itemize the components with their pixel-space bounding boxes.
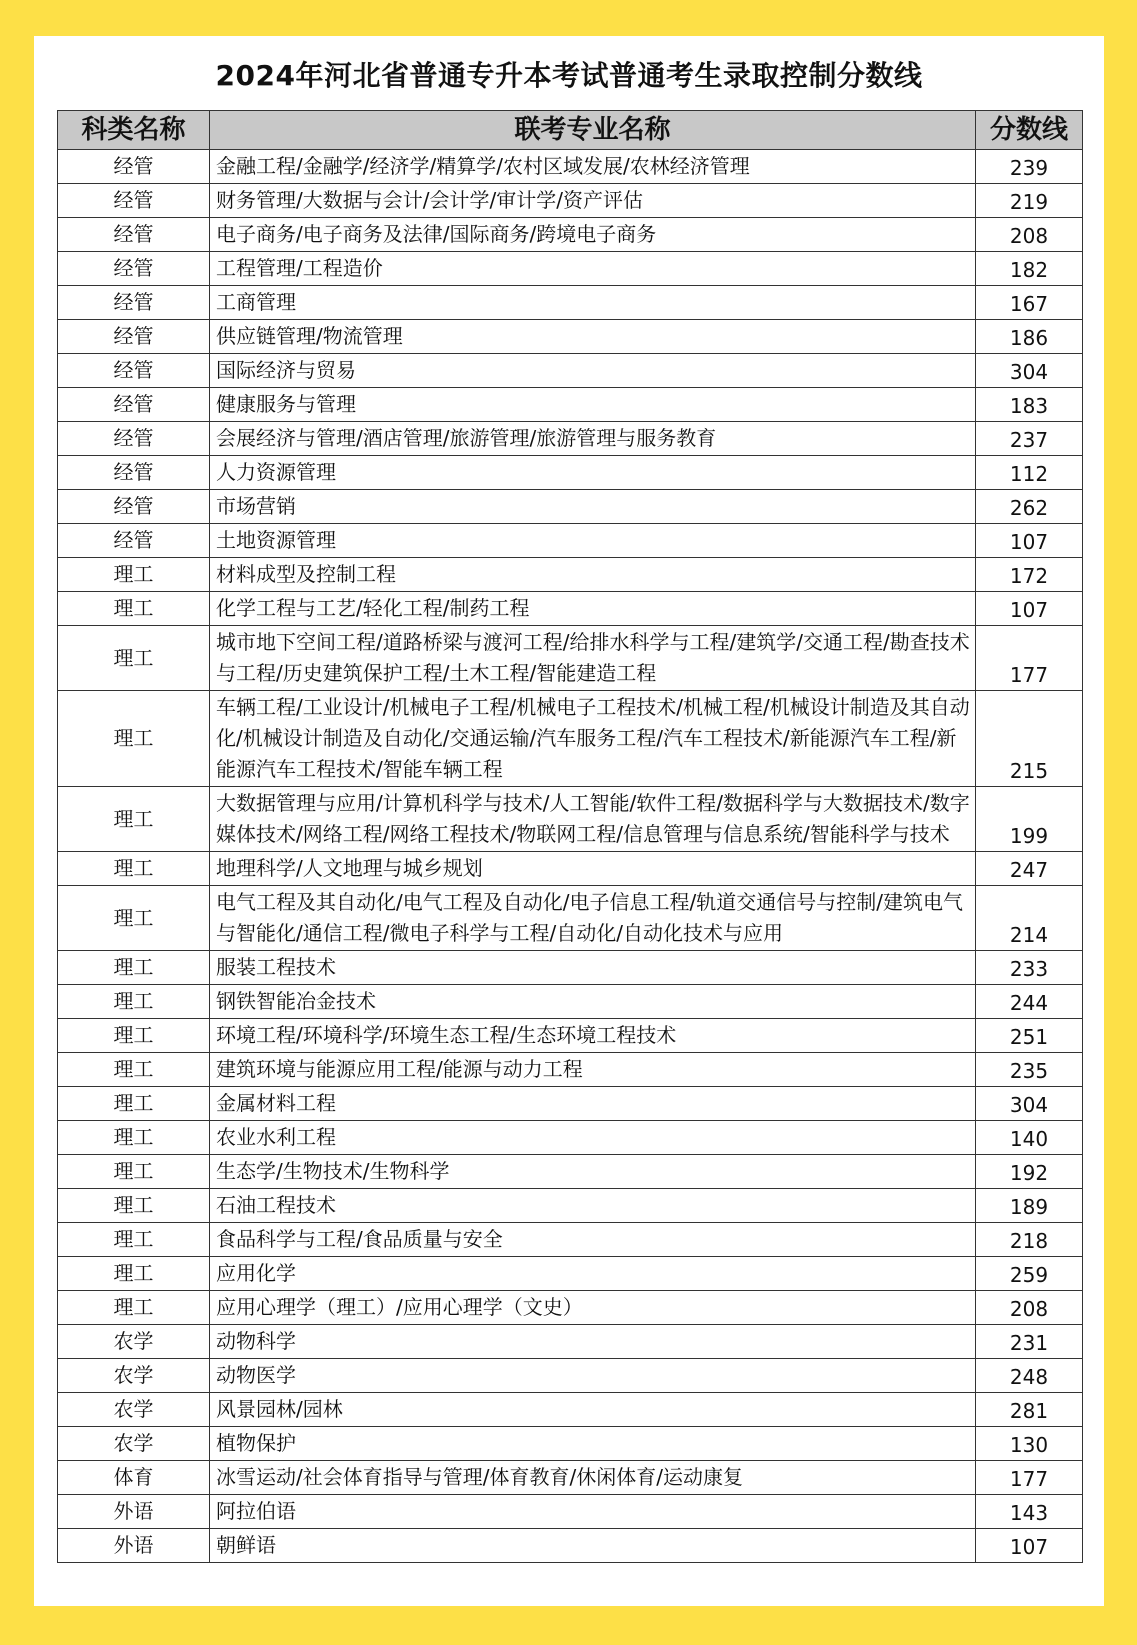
- score-cell: 177: [976, 1461, 1083, 1495]
- category-cell: 经管: [58, 388, 210, 422]
- majors-cell: 土地资源管理: [210, 524, 976, 558]
- table-row: [58, 985, 1083, 1019]
- score-cell: 143: [976, 1495, 1083, 1529]
- majors-cell: 金融工程/金融学/经济学/精算学/农村区域发展/农林经济管理: [210, 150, 976, 184]
- score-cell: 208: [976, 1291, 1083, 1325]
- category-cell: 理工: [58, 1189, 210, 1223]
- score-cell: 235: [976, 1053, 1083, 1087]
- category-cell: 经管: [58, 354, 210, 388]
- category-cell: 经管: [58, 456, 210, 490]
- table-body: [58, 150, 1083, 1563]
- majors-cell: 动物医学: [210, 1359, 976, 1393]
- table-row: [58, 524, 1083, 558]
- category-cell: 理工: [58, 852, 210, 886]
- score-cell: 167: [976, 286, 1083, 320]
- score-cell: 231: [976, 1325, 1083, 1359]
- score-cell: 140: [976, 1121, 1083, 1155]
- majors-cell: 财务管理/大数据与会计/会计学/审计学/资产评估: [210, 184, 976, 218]
- score-cell: 199: [976, 787, 1083, 852]
- table-row: [58, 1461, 1083, 1495]
- score-cell: 183: [976, 388, 1083, 422]
- majors-cell: 电气工程及其自动化/电气工程及自动化/电子信息工程/轨道交通信号与控制/建筑电气与智能化/通信工程/微电子科学与工程/自动化/自动化技术与应用: [210, 886, 976, 951]
- category-cell: 农学: [58, 1393, 210, 1427]
- table-row: [58, 886, 1083, 951]
- table-row: [58, 1121, 1083, 1155]
- score-cell: 107: [976, 592, 1083, 626]
- majors-cell: 服装工程技术: [210, 951, 976, 985]
- category-cell: 理工: [58, 886, 210, 951]
- category-cell: 理工: [58, 558, 210, 592]
- table-row: [58, 1223, 1083, 1257]
- category-cell: 经管: [58, 524, 210, 558]
- majors-cell: 朝鲜语: [210, 1529, 976, 1563]
- category-cell: 经管: [58, 286, 210, 320]
- table-row: [58, 218, 1083, 252]
- table-row: [58, 184, 1083, 218]
- category-cell: 理工: [58, 787, 210, 852]
- category-cell: 经管: [58, 422, 210, 456]
- score-cell: 218: [976, 1223, 1083, 1257]
- majors-cell: 建筑环境与能源应用工程/能源与动力工程: [210, 1053, 976, 1087]
- score-cell: 244: [976, 985, 1083, 1019]
- score-cell: 130: [976, 1427, 1083, 1461]
- score-cell: 262: [976, 490, 1083, 524]
- table-row: [58, 592, 1083, 626]
- table-row: [58, 1019, 1083, 1053]
- table-row: [58, 1393, 1083, 1427]
- category-cell: 理工: [58, 1019, 210, 1053]
- score-table: [57, 110, 1083, 1563]
- majors-cell: 大数据管理与应用/计算机科学与技术/人工智能/软件工程/数据科学与大数据技术/数字媒体技术/网络工程/网络工程技术/物联网工程/信息管理与信息系统/智能科学与技术: [210, 787, 976, 852]
- majors-cell: 材料成型及控制工程: [210, 558, 976, 592]
- table-row: [58, 1427, 1083, 1461]
- majors-cell: 钢铁智能冶金技术: [210, 985, 976, 1019]
- majors-cell: 环境工程/环境科学/环境生态工程/生态环境工程技术: [210, 1019, 976, 1053]
- table-row: [58, 787, 1083, 852]
- table-row: [58, 1359, 1083, 1393]
- score-cell: 304: [976, 354, 1083, 388]
- score-cell: 192: [976, 1155, 1083, 1189]
- table-row: [58, 1325, 1083, 1359]
- majors-cell: 供应链管理/物流管理: [210, 320, 976, 354]
- score-cell: 186: [976, 320, 1083, 354]
- majors-cell: 工商管理: [210, 286, 976, 320]
- category-cell: 经管: [58, 150, 210, 184]
- table-row: [58, 691, 1083, 787]
- document-page: [34, 36, 1104, 1606]
- majors-cell: 工程管理/工程造价: [210, 252, 976, 286]
- majors-cell: 车辆工程/工业设计/机械电子工程/机械电子工程技术/机械工程/机械设计制造及其自动化/机械设计制造及自动化/交通运输/汽车服务工程/汽车工程技术/新能源汽车工程/新能源汽车工程技术/智能车辆工程: [210, 691, 976, 787]
- score-cell: 189: [976, 1189, 1083, 1223]
- page-title: 2024年河北省普通专升本考试普通考生录取控制分数线: [215, 59, 923, 92]
- score-cell: 233: [976, 951, 1083, 985]
- score-cell: 112: [976, 456, 1083, 490]
- category-cell: 经管: [58, 320, 210, 354]
- table-row: [58, 456, 1083, 490]
- score-cell: 281: [976, 1393, 1083, 1427]
- majors-cell: 动物科学: [210, 1325, 976, 1359]
- majors-cell: 健康服务与管理: [210, 388, 976, 422]
- category-cell: 理工: [58, 1257, 210, 1291]
- table-row: [58, 286, 1083, 320]
- category-cell: 理工: [58, 985, 210, 1019]
- majors-cell: 应用心理学（理工）/应用心理学（文史）: [210, 1291, 976, 1325]
- category-cell: 经管: [58, 490, 210, 524]
- table-row: [58, 951, 1083, 985]
- table-row: [58, 150, 1083, 184]
- table-row: [58, 1257, 1083, 1291]
- score-cell: 247: [976, 852, 1083, 886]
- score-cell: 304: [976, 1087, 1083, 1121]
- header-category: 科类名称: [58, 111, 210, 150]
- table-row: [58, 1495, 1083, 1529]
- score-cell: 239: [976, 150, 1083, 184]
- category-cell: 理工: [58, 951, 210, 985]
- category-cell: 理工: [58, 1223, 210, 1257]
- table-row: [58, 558, 1083, 592]
- category-cell: 理工: [58, 1087, 210, 1121]
- majors-cell: 市场营销: [210, 490, 976, 524]
- category-cell: 农学: [58, 1325, 210, 1359]
- score-cell: 251: [976, 1019, 1083, 1053]
- score-cell: 107: [976, 1529, 1083, 1563]
- majors-cell: 食品科学与工程/食品质量与安全: [210, 1223, 976, 1257]
- score-cell: 248: [976, 1359, 1083, 1393]
- category-cell: 经管: [58, 218, 210, 252]
- score-cell: 107: [976, 524, 1083, 558]
- majors-cell: 石油工程技术: [210, 1189, 976, 1223]
- majors-cell: 会展经济与管理/酒店管理/旅游管理/旅游管理与服务教育: [210, 422, 976, 456]
- score-cell: 182: [976, 252, 1083, 286]
- table-row: [58, 852, 1083, 886]
- category-cell: 理工: [58, 626, 210, 691]
- majors-cell: 金属材料工程: [210, 1087, 976, 1121]
- category-cell: 外语: [58, 1495, 210, 1529]
- majors-cell: 化学工程与工艺/轻化工程/制药工程: [210, 592, 976, 626]
- majors-cell: 农业水利工程: [210, 1121, 976, 1155]
- category-cell: 理工: [58, 1121, 210, 1155]
- header-majors: 联考专业名称: [210, 111, 976, 150]
- table-row: [58, 490, 1083, 524]
- table-row: [58, 1189, 1083, 1223]
- category-cell: 体育: [58, 1461, 210, 1495]
- category-cell: 理工: [58, 1053, 210, 1087]
- score-cell: 259: [976, 1257, 1083, 1291]
- table-row: [58, 252, 1083, 286]
- majors-cell: 人力资源管理: [210, 456, 976, 490]
- score-cell: 214: [976, 886, 1083, 951]
- table-row: [58, 1291, 1083, 1325]
- score-cell: 219: [976, 184, 1083, 218]
- category-cell: 理工: [58, 1291, 210, 1325]
- majors-cell: 生态学/生物技术/生物科学: [210, 1155, 976, 1189]
- table-row: [58, 1053, 1083, 1087]
- table-row: [58, 354, 1083, 388]
- majors-cell: 风景园林/园林: [210, 1393, 976, 1427]
- category-cell: 农学: [58, 1359, 210, 1393]
- table-row: [58, 388, 1083, 422]
- category-cell: 外语: [58, 1529, 210, 1563]
- table-row: [58, 320, 1083, 354]
- table-row: [58, 1529, 1083, 1563]
- majors-cell: 城市地下空间工程/道路桥梁与渡河工程/给排水科学与工程/建筑学/交通工程/勘查技术与工程/历史建筑保护工程/土木工程/智能建造工程: [210, 626, 976, 691]
- table-row: [58, 626, 1083, 691]
- table-row: [58, 1155, 1083, 1189]
- header-score: 分数线: [976, 111, 1083, 150]
- majors-cell: 电子商务/电子商务及法律/国际商务/跨境电子商务: [210, 218, 976, 252]
- category-cell: 经管: [58, 184, 210, 218]
- majors-cell: 应用化学: [210, 1257, 976, 1291]
- category-cell: 农学: [58, 1427, 210, 1461]
- score-cell: 208: [976, 218, 1083, 252]
- table-row: [58, 422, 1083, 456]
- majors-cell: 阿拉伯语: [210, 1495, 976, 1529]
- score-cell: 172: [976, 558, 1083, 592]
- category-cell: 经管: [58, 252, 210, 286]
- category-cell: 理工: [58, 1155, 210, 1189]
- table-header-row: [58, 111, 1083, 150]
- majors-cell: 国际经济与贸易: [210, 354, 976, 388]
- score-cell: 215: [976, 691, 1083, 787]
- majors-cell: 冰雪运动/社会体育指导与管理/体育教育/休闲体育/运动康复: [210, 1461, 976, 1495]
- table-row: [58, 1087, 1083, 1121]
- category-cell: 理工: [58, 592, 210, 626]
- score-cell: 237: [976, 422, 1083, 456]
- score-cell: 177: [976, 626, 1083, 691]
- category-cell: 理工: [58, 691, 210, 787]
- majors-cell: 植物保护: [210, 1427, 976, 1461]
- majors-cell: 地理科学/人文地理与城乡规划: [210, 852, 976, 886]
